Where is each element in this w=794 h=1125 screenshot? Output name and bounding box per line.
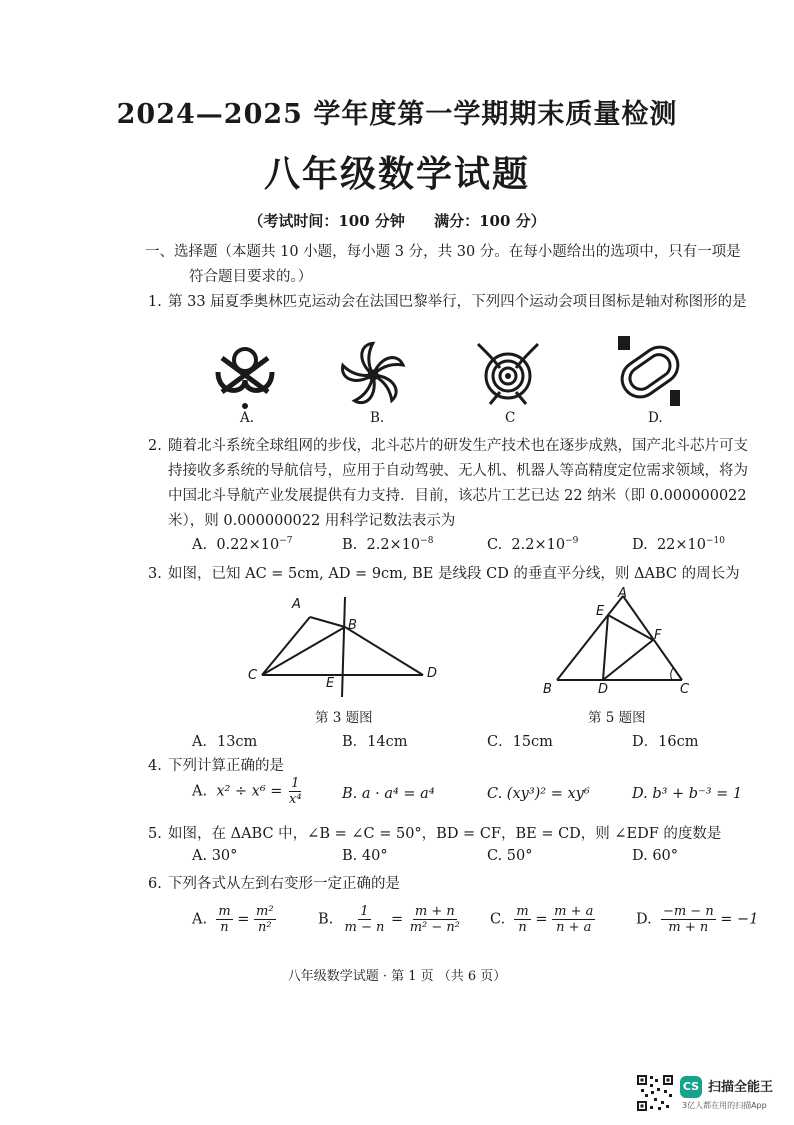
fig5-label-e: E xyxy=(596,604,605,619)
q6-option-a: A. $\frac{m}{n}$ = $\frac{\text{m²}}{\text{n²}}$ xyxy=(192,904,274,935)
q1-option-a-label: A. xyxy=(240,410,255,426)
q3-option-c: C．15cm xyxy=(487,734,553,750)
question-2 xyxy=(148,434,748,534)
question-3 xyxy=(148,562,748,587)
exam-subject: 八年级数学试题 xyxy=(263,153,530,195)
q5-option-d: D. 60° xyxy=(632,848,679,864)
fig5-label-a: A xyxy=(618,586,627,601)
qr-code-icon xyxy=(636,1074,674,1112)
q2-option-b: B. $2.2\times 10^{-8}$ xyxy=(342,536,434,553)
icon-option-b-pinwheel xyxy=(335,338,411,412)
question-number: 3. xyxy=(148,566,162,582)
q2-option-a: A. $0.22\times 10^{-7}$ xyxy=(192,536,293,553)
exam-score: 满分：100 分） xyxy=(434,212,546,230)
scanner-brand: 扫描全能王 xyxy=(708,1080,774,1095)
question-number: 5. xyxy=(148,826,162,842)
fig5-label-d: D xyxy=(598,682,609,697)
question-number: 2. xyxy=(148,438,162,454)
figure-3-diagram xyxy=(245,595,440,700)
q4-option-b: B. a · a⁴ = a⁴ xyxy=(342,786,435,802)
q2-option-c: C. $2.2\times 10^{-9}$ xyxy=(487,536,579,553)
scanner-tagline: 3亿人都在用的扫描App xyxy=(682,1101,767,1110)
question-number: 6. xyxy=(148,876,162,892)
question-text: 随着北斗系统全球组网的步伐，北斗芯片的研发生产技术也在逐步成熟，国产北斗芯片可支持接收多系统的导航信号，应用于自动驾驶、无人机、机器人等高精度定位需求领域，将为中国北斗导航产业发展提供有力支持．目前，该芯片工艺已达 22 纳米（即 0.000000022 米），则 0.000000022 用科学记数法表示为 xyxy=(168,438,748,529)
figure-5-diagram xyxy=(545,588,695,698)
q6-option-d: D. $\frac{-m - n}{m + n}$ = −1 xyxy=(636,904,759,935)
q4-option-c: C. (xy³)² = xy⁶ xyxy=(487,786,590,802)
q5-option-c: C. 50° xyxy=(487,848,533,864)
q4-option-d: D. b³ + b⁻³ = 1 xyxy=(632,786,743,802)
question-5 xyxy=(148,822,748,847)
question-6 xyxy=(148,872,748,897)
q6-option-b: B. $\frac{1}{m - n}$ = $\frac{m + n}{\text{m² − n²}}$ xyxy=(318,904,460,935)
exam-time: （考试时间：100 分钟 xyxy=(248,212,405,230)
question-text: 第 33 届夏季奥林匹克运动会在法国巴黎举行，下列四个运动会项目图标是轴对称图形的是 xyxy=(168,294,747,310)
scanner-logo-icon: CS xyxy=(680,1076,702,1098)
q1-option-c-label: C xyxy=(505,410,516,426)
figure-3-caption: 第 3 题图 xyxy=(315,710,373,726)
fig5-label-c: C xyxy=(680,682,690,697)
exam-info xyxy=(0,210,794,231)
fig3-label-c: C xyxy=(248,668,258,683)
q2-option-d: D. $22\times 10^{-10}$ xyxy=(632,536,725,553)
q1-option-d-label: D. xyxy=(648,410,663,426)
q5-option-a: A. 30° xyxy=(192,848,238,864)
question-text: 如图，已知 AC = 5cm, AD = 9cm, BE 是线段 CD 的垂直平分线，则 ΔABC 的周长为 xyxy=(168,566,740,582)
q3-option-d: D．16cm xyxy=(632,734,699,750)
q5-option-b: B. 40° xyxy=(342,848,388,864)
fig5-label-f: F xyxy=(654,628,662,643)
question-text: 下列计算正确的是 xyxy=(168,758,284,774)
icon-option-d-track xyxy=(612,330,688,412)
question-text: 下列各式从左到右变形一定正确的是 xyxy=(168,876,400,892)
question-number: 4. xyxy=(148,758,162,774)
section-heading: 一、选择题（本题共 10 小题，每小题 3 分，共 30 分。在每小题给出的选项中，只有一项是 符合题目要求的。） xyxy=(145,244,741,285)
page-footer: 八年级数学试题 · 第 1 页 （共 6 页） xyxy=(287,969,507,984)
q4-option-a: A. x² ÷ x⁶ = $\frac{1}{\text{x⁴}}$ xyxy=(192,776,302,807)
fig3-label-e: E xyxy=(326,676,335,691)
q1-option-b-label: B. xyxy=(370,410,385,426)
question-text: 如图，在 ΔABC 中，∠B = ∠C = 50°，BD = CF，BE = CD，则 ∠EDF 的度数是 xyxy=(168,826,722,842)
question-number: 1. xyxy=(148,294,162,310)
icon-option-a-pictogram xyxy=(210,340,280,412)
q6-option-c: C. $\frac{m}{n}$ = $\frac{m + a}{n + a}$ xyxy=(490,904,594,935)
fig3-label-b: B xyxy=(348,618,357,633)
fig5-label-b: B xyxy=(543,682,552,697)
q3-option-b: B．14cm xyxy=(342,734,408,750)
figure-5-caption: 第 5 题图 xyxy=(588,710,646,726)
question-1 xyxy=(148,290,748,315)
icon-option-c-target xyxy=(470,336,546,412)
exam-title: 2024—2025 学年度第一学期期末质量检测 xyxy=(116,99,678,130)
fig3-label-d: D xyxy=(427,666,438,681)
q3-option-a: A．13cm xyxy=(192,734,258,750)
fig3-label-a: A xyxy=(292,597,301,612)
